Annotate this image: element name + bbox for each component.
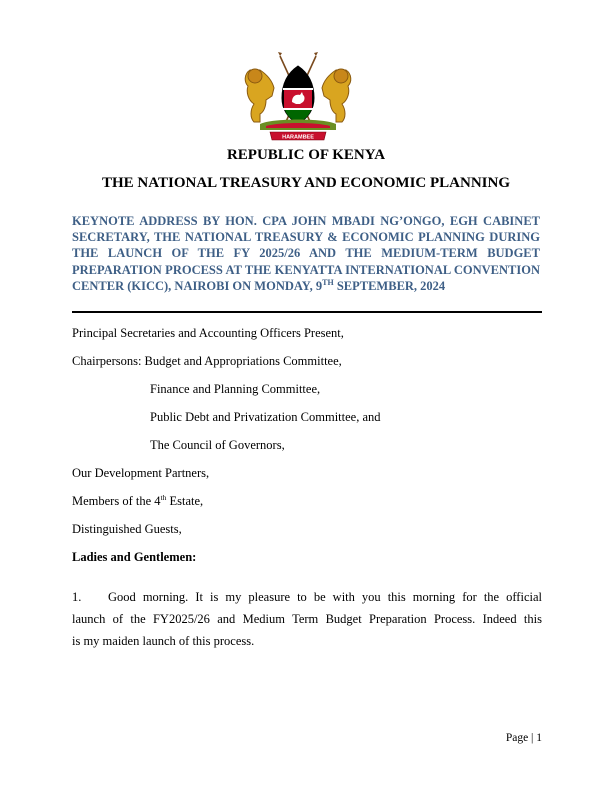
- salutation-debt-committee: Public Debt and Privatization Committee, and: [150, 410, 381, 424]
- title-divider: [72, 311, 542, 313]
- paragraph-number: 1.: [72, 590, 82, 604]
- address-title-ordinal: TH: [322, 277, 334, 287]
- salutation-finance-committee: Finance and Planning Committee,: [150, 382, 321, 396]
- paragraph-1-line-1-text: Good morning. It is my pleasure to be with you this morning for the official: [108, 590, 542, 604]
- salutation-estate-suffix: Estate,: [166, 494, 204, 508]
- ministry-heading: THE NATIONAL TREASURY AND ECONOMIC PLANNING: [102, 175, 510, 191]
- address-title-date: SEPTEMBER, 2024: [333, 278, 446, 293]
- salutation-estate-prefix: Members of the 4: [72, 494, 161, 508]
- salutation-guests: Distinguished Guests,: [72, 522, 182, 536]
- salutation-estate: [72, 493, 203, 509]
- salutation-principal: Principal Secretaries and Accounting Officers Present,: [72, 326, 344, 340]
- crest-motto: HARAMBEE: [282, 134, 314, 141]
- paragraph-1-line-1: [72, 586, 542, 608]
- salutation-chairpersons: Chairpersons: Budget and Appropriations Committee,: [72, 354, 342, 368]
- paragraph-1-line-2: launch of the FY2025/26 and Medium Term Budget Preparation Process. Indeed this: [72, 612, 542, 626]
- salutation-partners: Our Development Partners,: [72, 466, 210, 480]
- address-title-text: KEYNOTE ADDRESS BY HON. CPA JOHN MBADI NG’ONGO, EGH CABINET SECRETARY, THE NATIONAL TREASURY & ECONOMIC PLANNING DURING THE LAUNCH OF THE FY 2025/26 AND THE MEDIUM-TERM BUDGET PREPARATION PROCESS AT THE KENYATTA INTERNATIONAL CONVENTION CENTER (KICC), NAIROBI ON MONDAY, 9: [72, 214, 540, 293]
- paragraph-1-line-3: is my maiden launch of this process.: [72, 634, 255, 648]
- address-title: [72, 213, 540, 294]
- salutation-council: The Council of Governors,: [150, 438, 285, 452]
- salutation-estate-ordinal: th: [160, 492, 167, 502]
- page-number: Page | 1: [505, 732, 542, 744]
- salutation-ladies-gentlemen: Ladies and Gentlemen:: [72, 550, 197, 564]
- country-heading: REPUBLIC OF KENYA: [226, 147, 386, 163]
- paragraph-1: [72, 586, 542, 652]
- kenya-coat-of-arms-emblem: [240, 52, 356, 144]
